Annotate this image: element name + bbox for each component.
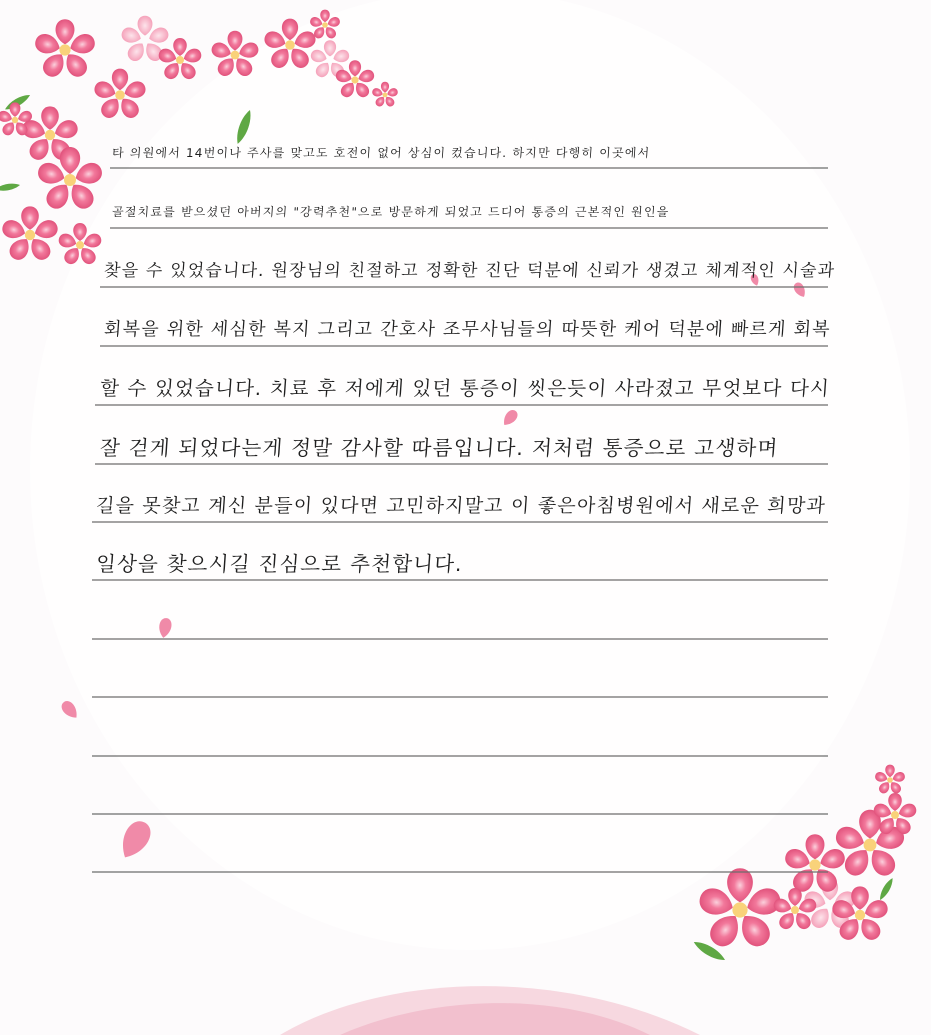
letter-line: 타 의원에서 14번이나 주사를 맞고도 호전이 없어 상심이 컸습니다. 하지만 다행히 이곳에서 [111,146,651,160]
letter-line: 골절치료를 받으셨던 아버지의 "강력추천"으로 방문하게 되었고 드디어 통증의 근본적인 원인을 [111,205,670,219]
letter-line: 잘 걷게 되었다는게 정말 감사할 따름입니다. 저처럼 통증으로 고생하며 [99,436,780,460]
letter-line: 회복을 위한 세심한 복지 그리고 간호사 조무사님들의 따뜻한 케어 덕분에 빠르게 회복 [103,319,832,340]
letter-line: 일상을 찾으시길 진심으로 추천합니다. [95,552,464,576]
letter-line: 찾을 수 있었습니다. 원장님의 친절하고 정확한 진단 덕분에 신뢰가 생겼고 체계적인 시술과 [103,261,836,281]
letter-line: 길을 못찾고 계신 분들이 있다면 고민하지말고 이 좋은아침병원에서 새로운 희망과 [95,495,827,517]
letter-line: 할 수 있었습니다. 치료 후 저에게 있던 통증이 씻은듯이 사라졌고 무엇보다 다시 [99,377,831,400]
